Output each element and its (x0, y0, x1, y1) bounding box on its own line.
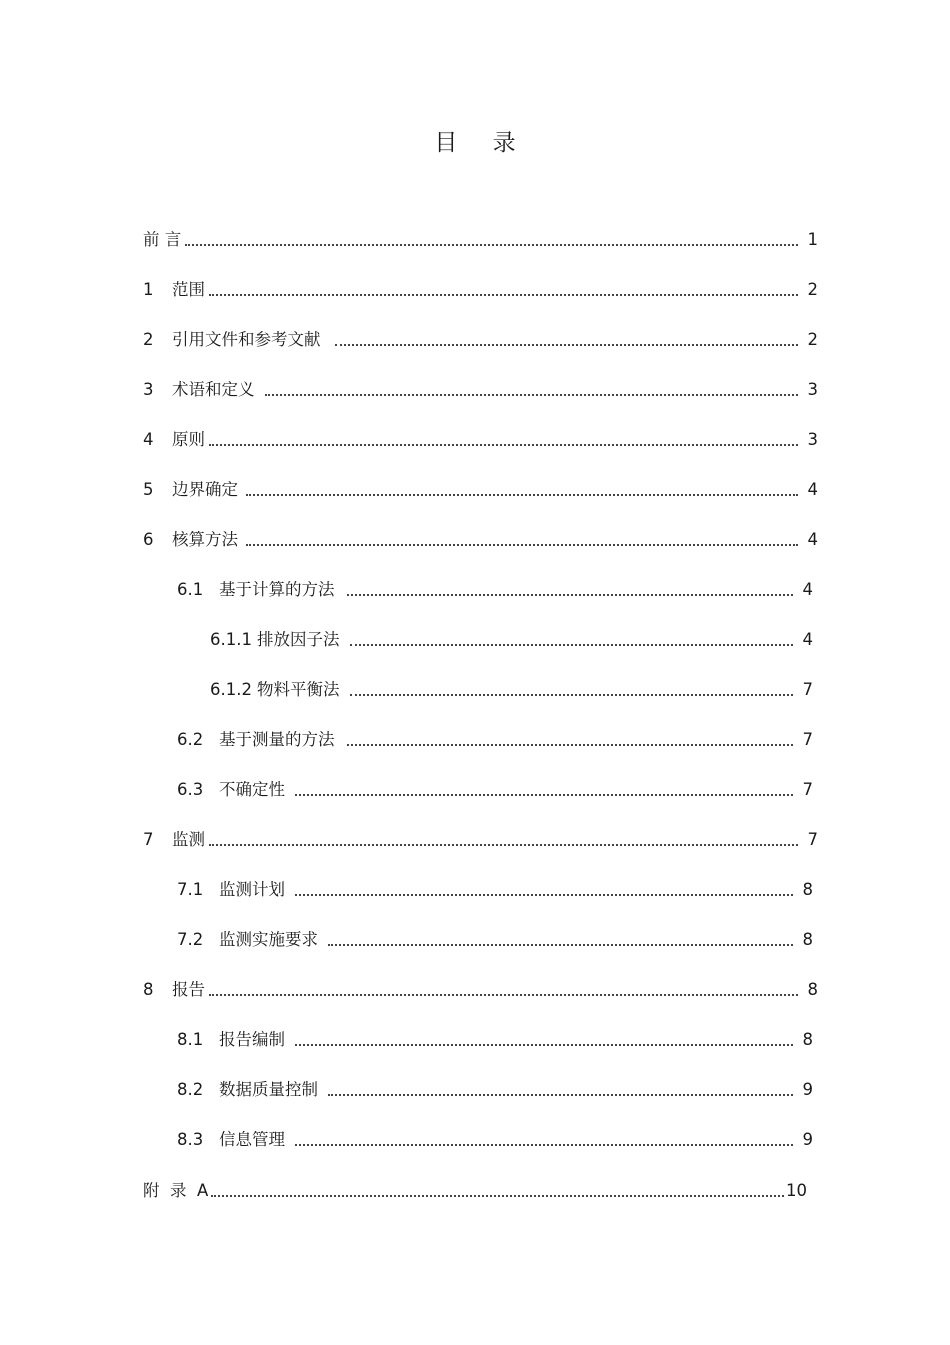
toc-entry-text: 不确定性 (219, 780, 285, 799)
toc-entry-5[interactable] (143, 476, 818, 500)
toc-entry-text: 报告编制 (219, 1030, 285, 1049)
toc-entry-text: 报告 (172, 980, 205, 999)
toc-entry-number: 6.1 (177, 580, 204, 599)
toc-entry-7-2[interactable] (177, 926, 813, 950)
toc-entry-number: 6.1.2 (210, 680, 252, 699)
toc-entry-7-1[interactable] (177, 876, 813, 900)
toc-page-number: 8 (802, 1030, 813, 1049)
dot-leader (328, 1089, 793, 1096)
toc-page-number: 1 (807, 230, 818, 249)
toc-entry-6-2[interactable] (177, 726, 813, 750)
toc-page-number: 10 (786, 1181, 807, 1200)
toc-entry-8[interactable] (143, 976, 818, 1000)
toc-entry-text: 基于计算的方法 (219, 580, 335, 599)
toc-entry-text: 信息管理 (219, 1130, 285, 1149)
toc-page-number: 8 (807, 980, 818, 999)
toc-entry-preface[interactable] (143, 226, 818, 250)
toc-entry-number: 6.1.1 (210, 630, 252, 649)
toc-entry-number: 2 (143, 330, 154, 349)
toc-entry-text: 原则 (172, 430, 205, 449)
toc-page-number: 4 (802, 630, 813, 649)
toc-entry-8-3[interactable] (177, 1126, 813, 1150)
dot-leader (246, 489, 798, 496)
toc-entry-3[interactable] (143, 376, 818, 400)
toc-entry-text: 附 录 A (143, 1181, 209, 1200)
toc-entry-text: 边界确定 (172, 480, 238, 499)
toc-entry-text: 监测实施要求 (219, 930, 318, 949)
dot-leader (209, 439, 798, 446)
toc-page-number: 7 (802, 680, 813, 699)
toc-entry-6-1-2[interactable] (210, 676, 813, 700)
toc-entry-6-1[interactable] (177, 576, 813, 600)
toc-entry-text: 监测 (172, 830, 205, 849)
toc-page-number: 3 (807, 380, 818, 399)
toc-entry-appendix-a[interactable] (143, 1177, 806, 1201)
toc-entry-number: 1 (143, 280, 154, 299)
toc-entry-number: 8.1 (177, 1030, 204, 1049)
toc-page-number: 7 (802, 730, 813, 749)
toc-page-number: 2 (807, 330, 818, 349)
toc-entry-number: 4 (143, 430, 154, 449)
toc-page-number: 7 (802, 780, 813, 799)
dot-leader (350, 689, 794, 696)
toc-entry-number: 5 (143, 480, 154, 499)
toc-entry-number: 3 (143, 380, 154, 399)
toc-entry-text: 引用文件和参考文献 (172, 330, 321, 349)
toc-entry-text: 排放因子法 (257, 630, 340, 649)
dot-leader (211, 1190, 784, 1197)
toc-entry-text: 术语和定义 (172, 380, 255, 399)
toc-entry-text: 核算方法 (172, 530, 238, 549)
toc-entry-text: 数据质量控制 (219, 1080, 318, 1099)
dot-leader (246, 539, 798, 546)
toc-entry-number: 6.2 (177, 730, 204, 749)
dot-leader (295, 789, 793, 796)
toc-page-number: 9 (802, 1130, 813, 1149)
dot-leader (209, 989, 798, 996)
toc-entry-4[interactable] (143, 426, 818, 450)
dot-leader (347, 739, 794, 746)
toc-entry-text: 物料平衡法 (257, 680, 340, 699)
toc-page-number: 3 (807, 430, 818, 449)
dot-leader (295, 889, 793, 896)
dot-leader (295, 1139, 793, 1146)
toc-page-number: 7 (807, 830, 818, 849)
toc-entry-text: 范围 (172, 280, 205, 299)
toc-entry-number: 6 (143, 530, 154, 549)
dot-leader (335, 339, 799, 346)
toc-page-number: 2 (807, 280, 818, 299)
dot-leader (185, 239, 798, 246)
toc-entry-7[interactable] (143, 826, 818, 850)
toc-entry-8-1[interactable] (177, 1026, 813, 1050)
dot-leader (209, 839, 798, 846)
toc-entry-number: 7.1 (177, 880, 204, 899)
toc-page-number: 4 (802, 580, 813, 599)
toc-entry-1[interactable] (143, 276, 818, 300)
toc-entry-text: 基于测量的方法 (219, 730, 335, 749)
toc-page-number: 8 (802, 930, 813, 949)
toc-entry-2[interactable] (143, 326, 818, 350)
toc-entry-text: 监测计划 (219, 880, 285, 899)
toc-entry-number: 8.3 (177, 1130, 204, 1149)
toc-entry-number: 8 (143, 980, 154, 999)
dot-leader (328, 939, 793, 946)
dot-leader (295, 1039, 793, 1046)
toc-entry-number: 7.2 (177, 930, 204, 949)
dot-leader (350, 639, 794, 646)
toc-entry-number: 8.2 (177, 1080, 204, 1099)
dot-leader (347, 589, 794, 596)
toc-page-number: 4 (807, 530, 818, 549)
page-title: 目 录 (434, 130, 530, 156)
toc-entry-6-1-1[interactable] (210, 626, 813, 650)
toc-entry-number: 7 (143, 830, 154, 849)
dot-leader (265, 389, 799, 396)
toc-page-number: 9 (802, 1080, 813, 1099)
toc-entry-number: 6.3 (177, 780, 204, 799)
toc-entry-text: 前 言 (143, 230, 182, 249)
toc-page-number: 8 (802, 880, 813, 899)
toc-entry-6[interactable] (143, 526, 818, 550)
toc-entry-6-3[interactable] (177, 776, 813, 800)
dot-leader (209, 289, 798, 296)
toc-entry-8-2[interactable] (177, 1076, 813, 1100)
toc-page-number: 4 (807, 480, 818, 499)
